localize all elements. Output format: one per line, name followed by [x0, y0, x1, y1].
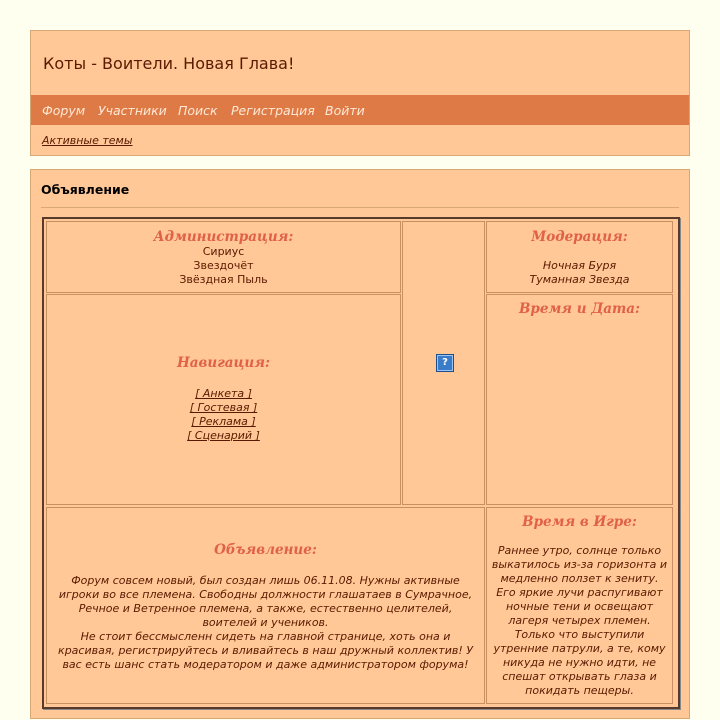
game-time-line: выкатилось из-за горизонта и	[491, 558, 668, 571]
announcement-heading: Объявление	[41, 182, 130, 197]
datetime-title: Время и Дата:	[519, 301, 640, 317]
notice-line: игроки во все племена. Свободны должности глашатаев в Сумрачное,	[58, 588, 473, 601]
game-time-line: никуда не нужно идти, не	[502, 656, 657, 669]
nav-register[interactable]: Регистрация	[231, 103, 315, 118]
moderation-cell	[486, 221, 673, 293]
help-icon[interactable]: ?	[436, 354, 454, 372]
moderation-title: Модерация:	[531, 229, 628, 245]
announcement-panel	[30, 169, 690, 719]
game-time-line: Раннее утро, солнце только	[497, 544, 662, 557]
notice-cell	[46, 507, 485, 704]
admin-cell	[46, 221, 401, 293]
navigation-title: Навигация:	[177, 355, 270, 371]
notice-title: Объявление:	[214, 542, 317, 558]
notice-line: красивая, регистрируйтесь и вливайтесь в наш дружный коллектив! У	[58, 644, 473, 657]
game-time-title: Время в Игре:	[522, 514, 637, 530]
center-cell	[402, 221, 485, 505]
navigation-cell	[46, 294, 401, 505]
game-time-line: Только что выступили	[514, 628, 645, 641]
notice-line: Форум совсем новый, был создан лишь 06.11.08. Нужны активные	[71, 574, 460, 587]
admin-title: Администрация:	[153, 229, 294, 245]
board-title: Коты - Воители. Новая Глава!	[43, 54, 295, 73]
navbar	[31, 95, 689, 125]
game-time-line: покидать пещеры.	[525, 684, 634, 697]
game-time-line: медленно ползет к зениту.	[500, 572, 659, 585]
nav-link-scenario[interactable]: [ Сценарий ]	[187, 429, 260, 442]
game-time-line: спешат открывать глаза и	[502, 670, 657, 683]
nav-forum[interactable]: Форум	[42, 103, 86, 118]
admin-name: Звёздная Пыль	[179, 273, 268, 286]
datetime-cell	[486, 294, 673, 505]
game-time-line: ночные тени и освещают	[505, 600, 654, 613]
nav-search[interactable]: Поиск	[178, 103, 218, 118]
announcement-table	[42, 217, 680, 709]
forum-header	[30, 30, 690, 156]
divider	[41, 207, 679, 208]
nav-link-guestbook[interactable]: [ Гостевая ]	[189, 401, 258, 414]
moderator-name: Ночная Буря	[542, 259, 617, 272]
notice-line: Речное и Ветренное племена, а также, естественно целителей,	[78, 602, 453, 615]
nav-members[interactable]: Участники	[98, 103, 167, 118]
moderator-name: Туманная Звезда	[529, 273, 630, 286]
game-time-line: лагеря четырех племен.	[508, 614, 651, 627]
game-time-line: утренние патрули, а те, кому	[493, 642, 666, 655]
nav-link-ads[interactable]: [ Реклама ]	[191, 415, 256, 428]
admin-name: Сириус	[202, 245, 245, 258]
nav-link-anketa[interactable]: [ Анкета ]	[195, 387, 252, 400]
game-time-cell	[486, 507, 673, 704]
active-topics-link[interactable]: Активные темы	[42, 134, 133, 147]
game-time-line: Его яркие лучи распугивают	[496, 586, 663, 599]
nav-login[interactable]: Войти	[325, 103, 365, 118]
admin-name: Звездочёт	[193, 259, 254, 272]
notice-line: воителей и учеников.	[202, 616, 329, 629]
notice-line: Не стоит бессмысленн сидеть на главной странице, хоть она и	[80, 630, 451, 643]
notice-line: вас есть шанс стать модератором и даже администратором форума!	[62, 658, 469, 671]
